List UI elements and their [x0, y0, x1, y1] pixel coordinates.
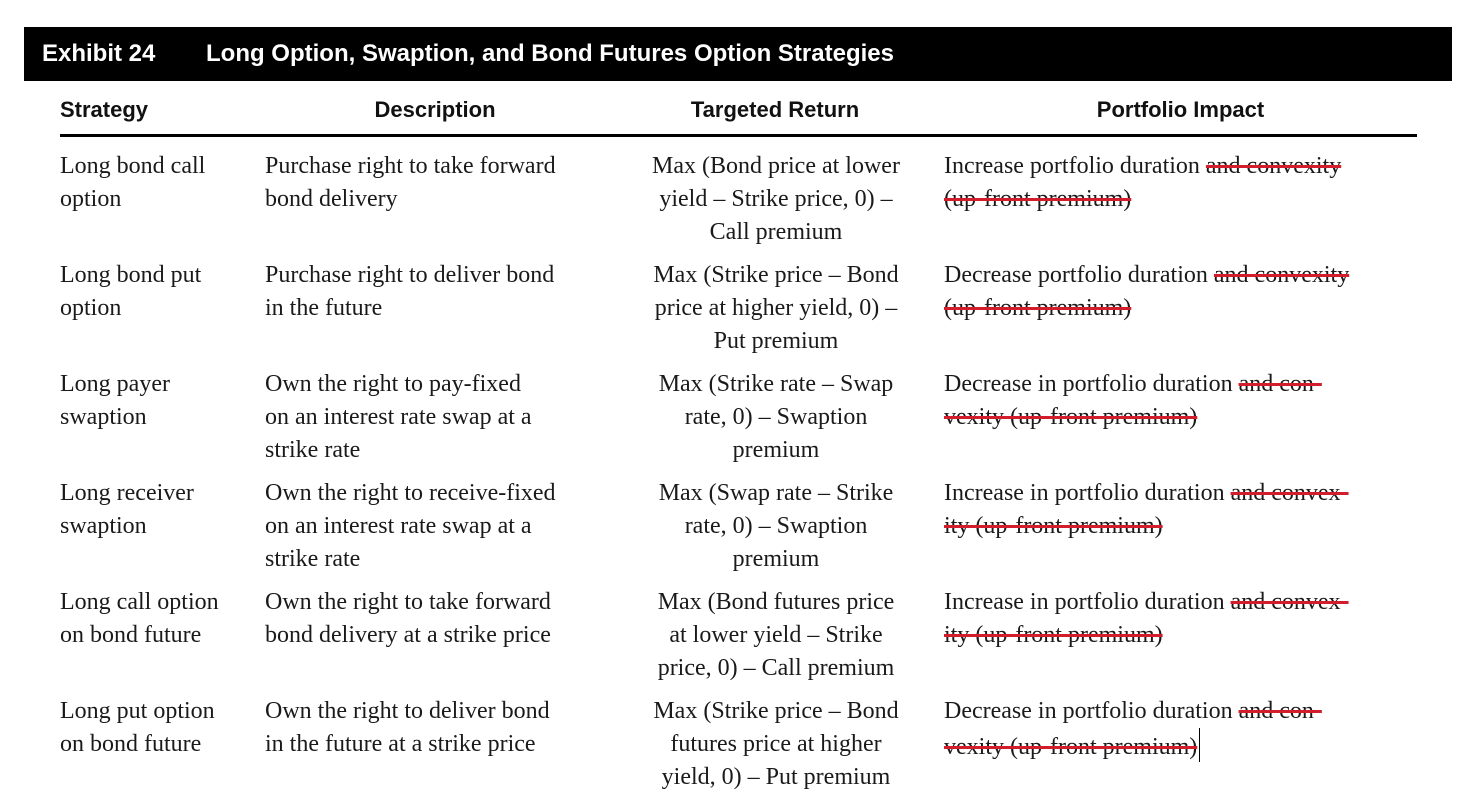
header-strategy: Strategy	[60, 97, 149, 122]
cell-portfolio-impact	[944, 695, 1424, 764]
return-line: Max (Bond futures price	[657, 589, 895, 615]
impact-struck-text: and con-	[1238, 371, 1322, 397]
strategy-line: on bond future	[60, 731, 202, 757]
impact-text: Decrease in portfolio duration	[944, 371, 1239, 397]
impact-line[interactable]	[944, 728, 1424, 764]
impact-struck-text: vexity (up-front premium)	[944, 404, 1198, 430]
impact-line	[944, 695, 1424, 728]
return-line: rate, 0) – Swaption	[684, 404, 868, 430]
impact-text: Increase in portfolio duration	[944, 480, 1231, 506]
header-description: Description	[374, 97, 496, 122]
description-line: on an interest rate swap at a	[265, 404, 532, 430]
cell-description	[265, 586, 615, 652]
impact-line	[944, 510, 1424, 543]
strategy-line: on bond future	[60, 622, 202, 648]
cell-strategy	[60, 368, 250, 434]
return-line: yield – Strike price, 0) –	[659, 186, 893, 212]
return-line: Max (Strike rate – Swap	[658, 371, 894, 397]
description-line: Purchase right to take forward	[265, 153, 556, 179]
impact-line	[944, 619, 1424, 652]
cell-strategy	[60, 695, 250, 761]
cell-portfolio-impact	[944, 477, 1424, 543]
description-line: Own the right to deliver bond	[265, 698, 550, 724]
description-line: Own the right to pay-fixed	[265, 371, 521, 397]
impact-struck-text: and convex-	[1230, 589, 1349, 615]
cell-portfolio-impact	[944, 368, 1424, 434]
impact-struck-text: ity (up-front premium)	[944, 513, 1163, 539]
description-line: Own the right to take forward	[265, 589, 551, 615]
impact-line	[944, 401, 1424, 434]
cell-targeted-return	[632, 695, 920, 794]
cell-portfolio-impact	[944, 586, 1424, 652]
return-line: Call premium	[709, 219, 843, 245]
cell-portfolio-impact	[944, 259, 1424, 325]
strategy-line: Long bond call	[60, 153, 206, 179]
strategy-line: Long call option	[60, 589, 219, 615]
return-line: premium	[732, 437, 820, 463]
cell-targeted-return	[632, 477, 920, 576]
return-line: premium	[732, 546, 820, 572]
impact-text: Increase in portfolio duration	[944, 589, 1231, 615]
cell-targeted-return	[632, 368, 920, 467]
return-line: Max (Strike price – Bond	[653, 698, 899, 724]
impact-struck-text: (up-front premium)	[944, 186, 1132, 212]
return-line: yield, 0) – Put premium	[661, 764, 891, 790]
cell-description	[265, 150, 615, 216]
return-line: Put premium	[713, 328, 839, 354]
cell-description	[265, 477, 615, 576]
table-header-row	[60, 84, 1417, 137]
strategy-line: swaption	[60, 404, 147, 430]
cell-strategy	[60, 259, 250, 325]
strategy-line: swaption	[60, 513, 147, 539]
strategy-line: option	[60, 295, 122, 321]
cell-targeted-return	[632, 259, 920, 358]
description-line: bond delivery at a strike price	[265, 622, 551, 648]
impact-text: Decrease portfolio duration	[944, 262, 1214, 288]
impact-text: Increase portfolio duration	[944, 153, 1206, 179]
return-line: Max (Swap rate – Strike	[658, 480, 894, 506]
header-targeted-return: Targeted Return	[690, 97, 860, 122]
impact-line	[944, 292, 1424, 325]
impact-line	[944, 368, 1424, 401]
header-portfolio-impact: Portfolio Impact	[1096, 97, 1265, 122]
impact-struck-text: (up-front premium)	[944, 295, 1132, 321]
cell-strategy	[60, 150, 250, 216]
impact-line	[944, 477, 1424, 510]
text-cursor	[1199, 728, 1200, 762]
strategy-line: Long payer	[60, 371, 170, 397]
strategy-line: Long receiver	[60, 480, 194, 506]
impact-struck-text: and convex-	[1230, 480, 1349, 506]
description-line: on an interest rate swap at a	[265, 513, 532, 539]
description-line: in the future	[265, 295, 383, 321]
impact-struck-text: vexity (up-front premium)	[944, 734, 1198, 760]
return-line: futures price at higher	[670, 731, 882, 757]
description-line: strike rate	[265, 437, 361, 463]
description-line: Own the right to receive-fixed	[265, 480, 556, 506]
description-line: strike rate	[265, 546, 361, 572]
cell-strategy	[60, 586, 250, 652]
strategy-line: Long bond put	[60, 262, 202, 288]
return-line: price at higher yield, 0) –	[654, 295, 898, 321]
description-line: bond delivery	[265, 186, 398, 212]
cell-description	[265, 259, 615, 325]
impact-struck-text: ity (up-front premium)	[944, 622, 1163, 648]
cell-targeted-return	[632, 586, 920, 685]
exhibit-title: Long Option, Swaption, and Bond Futures Option Strategies	[206, 40, 894, 67]
strategies-table	[60, 84, 1417, 790]
exhibit-number: Exhibit 24	[42, 40, 156, 67]
impact-struck-text: and convexity	[1205, 153, 1342, 179]
cell-description	[265, 368, 615, 467]
description-line: in the future at a strike price	[265, 731, 536, 757]
return-line: price, 0) – Call premium	[657, 655, 895, 681]
return-line: rate, 0) – Swaption	[684, 513, 868, 539]
impact-line	[944, 183, 1424, 216]
strategy-line: Long put option	[60, 698, 215, 724]
impact-line	[944, 259, 1424, 292]
impact-text: Decrease in portfolio duration	[944, 698, 1239, 724]
exhibit-title-bar	[24, 27, 1452, 81]
description-line: Purchase right to deliver bond	[265, 262, 555, 288]
strategy-line: option	[60, 186, 122, 212]
impact-line	[944, 586, 1424, 619]
impact-struck-text: and convexity	[1213, 262, 1350, 288]
impact-struck-text: and con-	[1238, 698, 1322, 724]
cell-portfolio-impact	[944, 150, 1424, 216]
return-line: at lower yield – Strike	[669, 622, 883, 648]
return-line: Max (Strike price – Bond	[653, 262, 899, 288]
cell-strategy	[60, 477, 250, 543]
cell-description	[265, 695, 615, 761]
return-line: Max (Bond price at lower	[652, 153, 900, 179]
cell-targeted-return	[632, 150, 920, 249]
impact-line	[944, 150, 1424, 183]
